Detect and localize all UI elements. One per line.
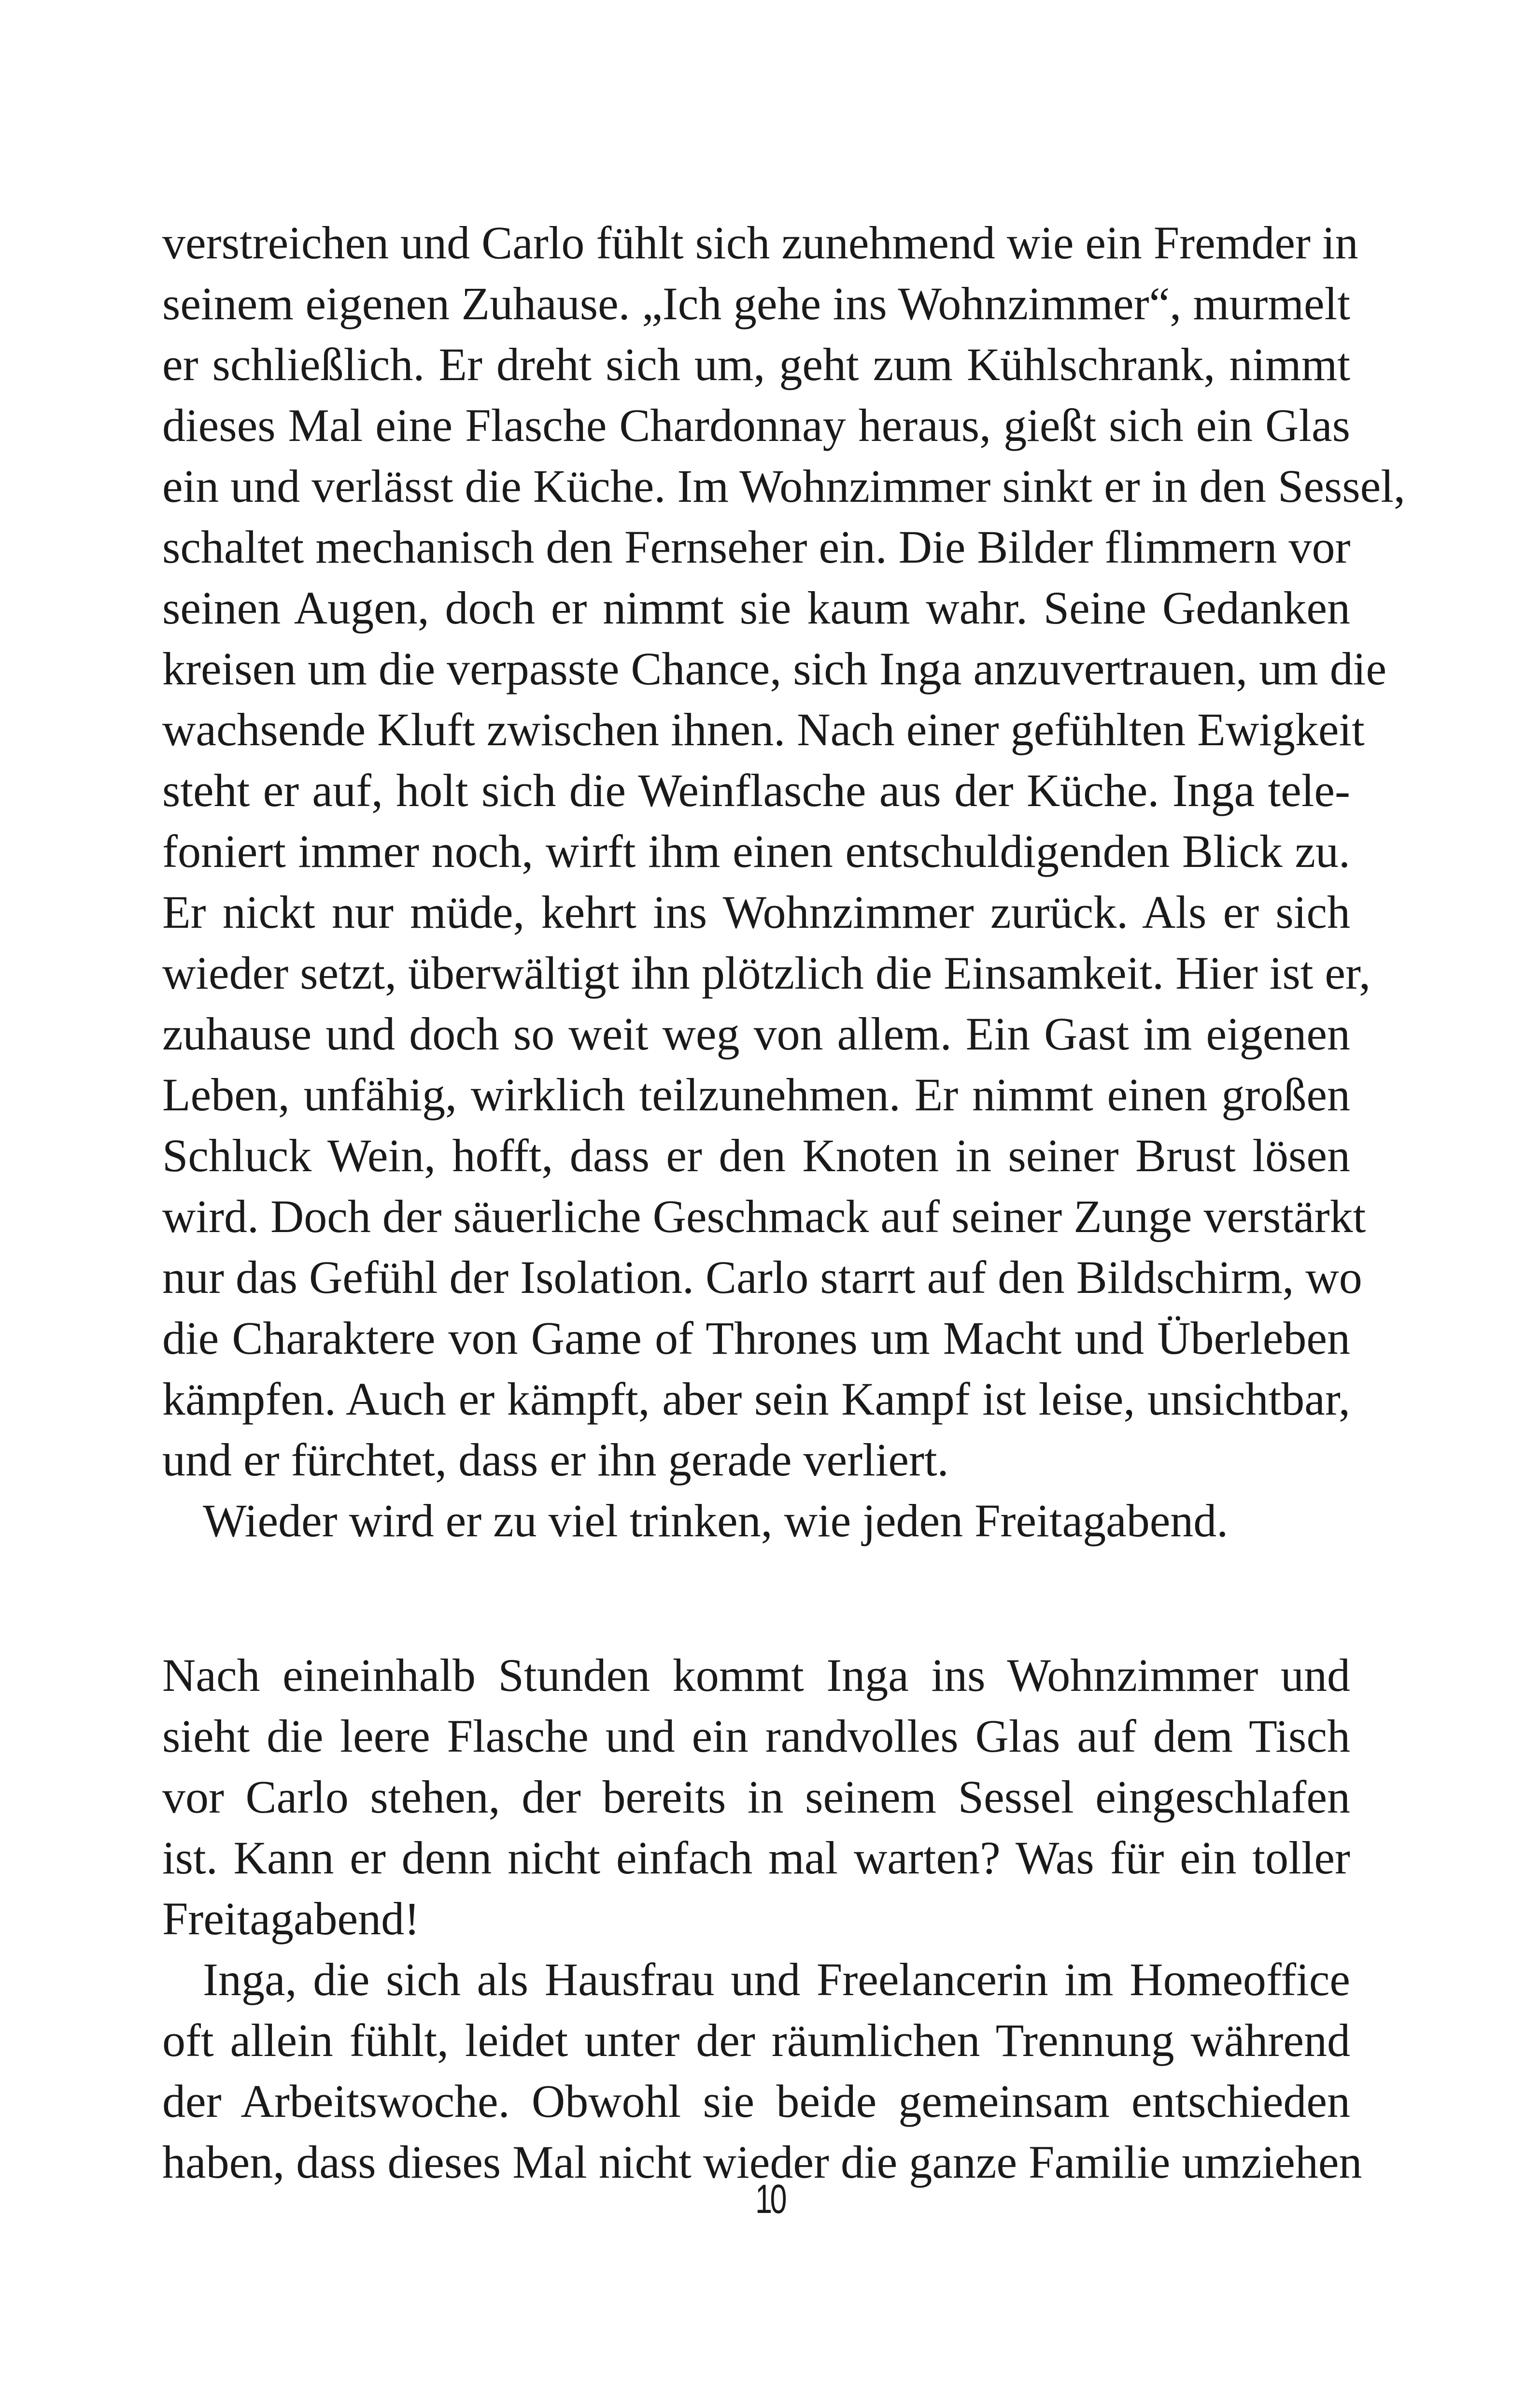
text-line: Nach eineinhalb Stunden kommt Inga ins Wohnzimmer und xyxy=(162,1649,1350,1701)
text-section-2 xyxy=(162,1645,1362,2193)
text-line: zuhause und doch so weit weg von allem. Ein Gast im eigenen xyxy=(162,1008,1350,1060)
text-line: er schließlich. Er dreht sich um, geht zum Kühlschrank, nimmt xyxy=(162,339,1350,390)
text-line: sieht die leere Flasche und ein randvolles Glas auf dem Tisch xyxy=(162,1710,1350,1762)
text-line: vor Carlo stehen, der bereits in seinem Sessel eingeschlafen xyxy=(162,1771,1350,1823)
text-line: verstreichen und Carlo fühlt sich zunehmend wie ein Fremder in xyxy=(162,217,1358,269)
text-line: kreisen um die verpasste Chance, sich Inga anzuvertrauen, um die xyxy=(162,643,1387,695)
text-line: der Arbeitswoche. Obwohl sie beide gemeinsam entschieden xyxy=(162,2075,1350,2127)
text-line: Freitagabend! xyxy=(162,1893,420,1944)
text-line: dieses Mal eine Flasche Chardonnay heraus, gießt sich ein Glas xyxy=(162,399,1350,451)
text-line: seinen Augen, doch er nimmt sie kaum wahr. Seine Gedanken xyxy=(162,582,1350,634)
text-line: schaltet mechanisch den Fernseher ein. Die Bilder flimmern vor xyxy=(162,521,1351,573)
text-line: und er fürchtet, dass er ihn gerade verliert. xyxy=(162,1434,949,1486)
text-line: die Charaktere von Game of Thrones um Macht und Überleben xyxy=(162,1312,1350,1364)
paragraph xyxy=(162,1490,1350,1551)
text-line: kämpfen. Auch er kämpft, aber sein Kampf ist leise, unsichtbar, xyxy=(162,1373,1350,1425)
text-line: ist. Kann er denn nicht einfach mal warten? Was für ein toller xyxy=(162,1832,1350,1884)
text-line: nur das Gefühl der Isolation. Carlo starrt auf den Bildschirm, wo xyxy=(162,1251,1362,1303)
text-line: foniert immer noch, wirft ihm einen entschuldigenden Blick zu. xyxy=(162,825,1350,877)
text-line: ein und verlässt die Küche. Im Wohnzimmer sinkt er in den Sessel, xyxy=(162,460,1405,512)
paragraph xyxy=(162,1645,1350,1949)
text-line: oft allein fühlt, leidet unter der räumlichen Trennung während xyxy=(162,2014,1350,2066)
text-line: Er nickt nur müde, kehrt ins Wohnzimmer zurück. Als er sich xyxy=(162,886,1350,938)
text-line: wird. Doch der säuerliche Geschmack auf seiner Zunge verstärkt xyxy=(162,1191,1366,1242)
text-line: steht er auf, holt sich die Weinflasche aus der Küche. Inga tele- xyxy=(162,765,1350,816)
page-number: 10 xyxy=(755,2176,785,2222)
paragraph xyxy=(162,213,1405,1490)
text-line: Inga, die sich als Hausfrau und Freelancerin im Homeoffice xyxy=(203,1954,1350,2005)
text-section-1 xyxy=(162,213,1405,1551)
text-line: Leben, unfähig, wirklich teilzunehmen. Er nimmt einen großen xyxy=(162,1069,1350,1120)
text-line: seinem eigenen Zuhause. „Ich gehe ins Wohnzimmer“, murmelt xyxy=(162,278,1350,329)
text-line: Wieder wird er zu viel trinken, wie jeden Freitagabend. xyxy=(203,1495,1229,1546)
text-line: wieder setzt, überwältigt ihn plötzlich die Einsamkeit. Hier ist er, xyxy=(162,947,1371,999)
text-line: wachsende Kluft zwischen ihnen. Nach einer gefühlten Ewigkeit xyxy=(162,704,1365,755)
paragraph xyxy=(162,1949,1362,2193)
text-line: haben, dass dieses Mal nicht wieder die ganze Familie umziehen xyxy=(162,2136,1362,2188)
text-line: Schluck Wein, hofft, dass er den Knoten in seiner Brust lösen xyxy=(162,1130,1350,1181)
